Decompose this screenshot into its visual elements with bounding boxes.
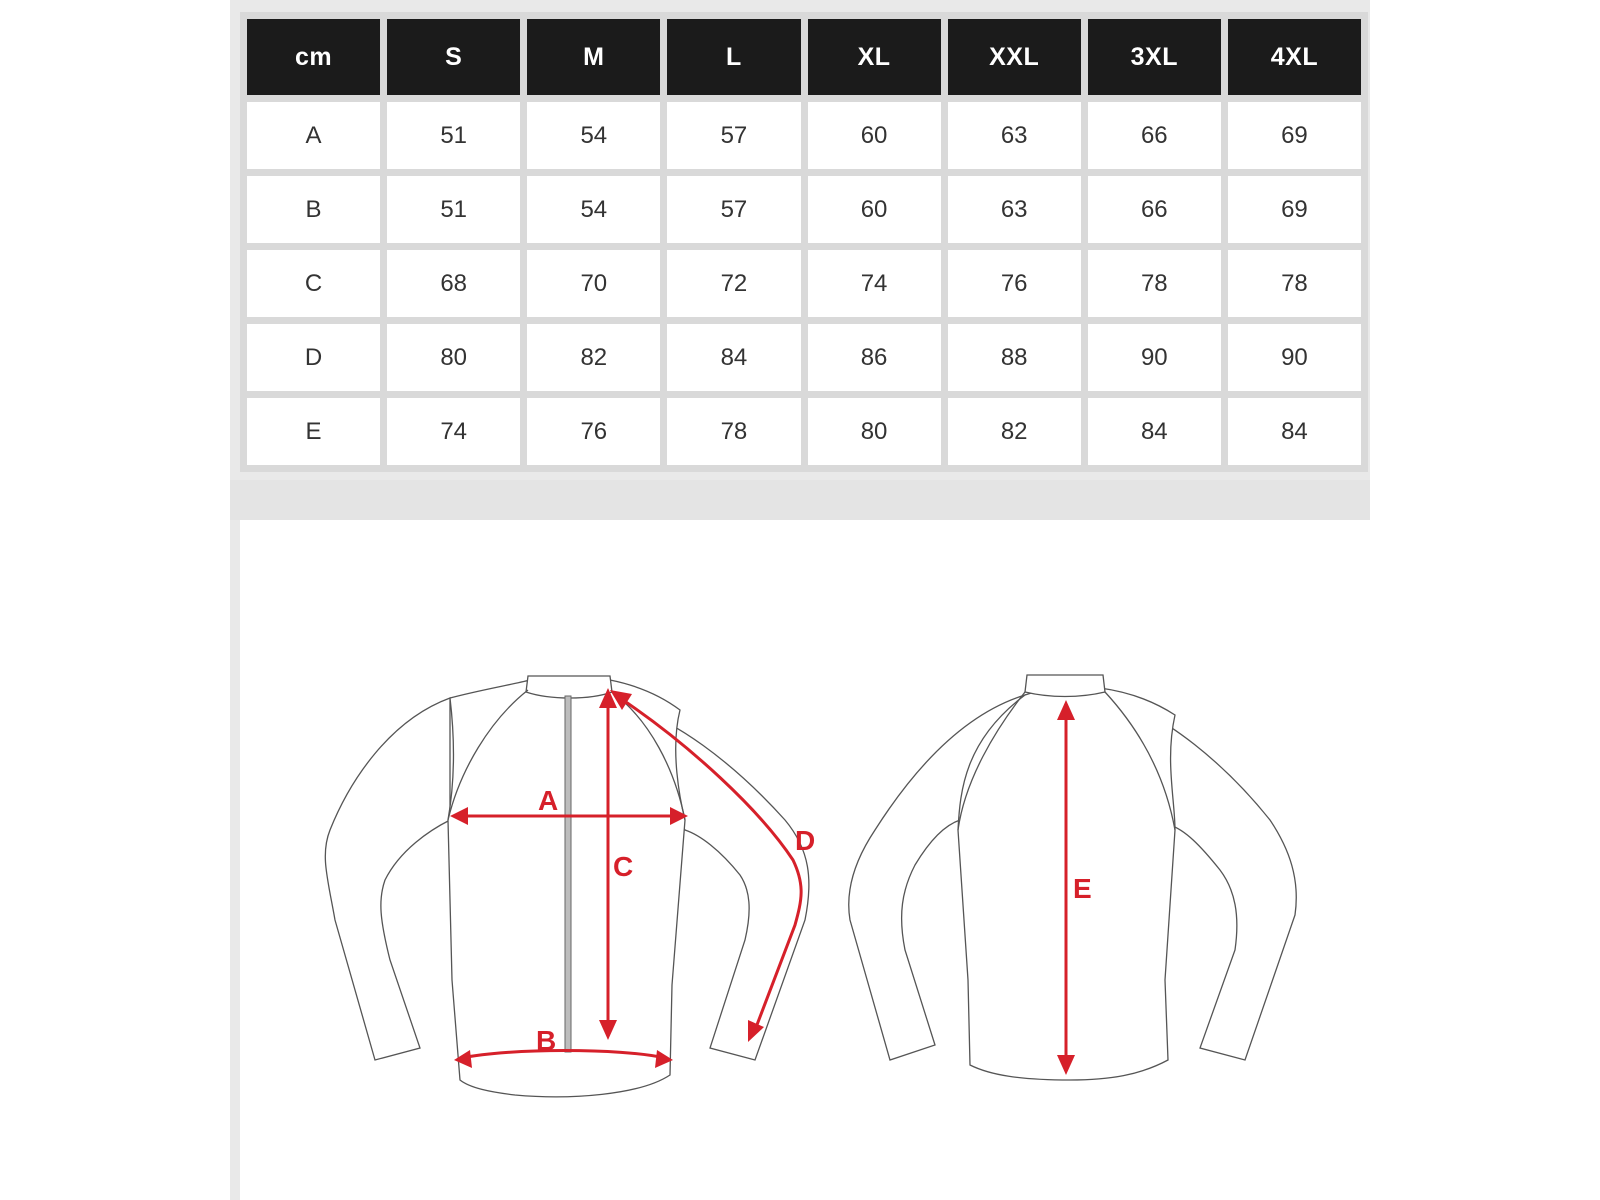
section-divider bbox=[230, 480, 1370, 520]
table-cell: 66 bbox=[1088, 176, 1221, 243]
table-cell: 90 bbox=[1228, 324, 1361, 391]
table-cell: 69 bbox=[1228, 102, 1361, 169]
table-row bbox=[247, 398, 1361, 465]
measurement-c-label: C bbox=[613, 851, 634, 882]
table-cell: 80 bbox=[808, 398, 941, 465]
table-cell: 78 bbox=[667, 398, 800, 465]
measurement-a-label: A bbox=[538, 785, 559, 816]
row-label: D bbox=[247, 324, 380, 391]
measurement-d-label: D bbox=[795, 825, 816, 856]
table-cell: 84 bbox=[1088, 398, 1221, 465]
table-cell: 68 bbox=[387, 250, 520, 317]
table-cell: 84 bbox=[667, 324, 800, 391]
jacket-measurement-diagram bbox=[240, 520, 1370, 1200]
table-cell: 72 bbox=[667, 250, 800, 317]
table-cell: 80 bbox=[387, 324, 520, 391]
table-cell: 90 bbox=[1088, 324, 1221, 391]
row-label: C bbox=[247, 250, 380, 317]
table-cell: 78 bbox=[1088, 250, 1221, 317]
table-cell: 54 bbox=[527, 102, 660, 169]
table-cell: 60 bbox=[808, 176, 941, 243]
jacket-front-view bbox=[325, 676, 809, 1097]
table-cell: 84 bbox=[1228, 398, 1361, 465]
measurement-diagram-panel bbox=[240, 520, 1370, 1200]
front-collar bbox=[526, 676, 612, 698]
header-size-3xl: 3XL bbox=[1088, 19, 1221, 95]
table-cell: 69 bbox=[1228, 176, 1361, 243]
table-cell: 82 bbox=[948, 398, 1081, 465]
table-cell: 70 bbox=[527, 250, 660, 317]
table-cell: 51 bbox=[387, 102, 520, 169]
table-cell: 57 bbox=[667, 176, 800, 243]
measurement-e-label: E bbox=[1073, 873, 1092, 904]
row-label: E bbox=[247, 398, 380, 465]
table-cell: 57 bbox=[667, 102, 800, 169]
table-cell: 76 bbox=[527, 398, 660, 465]
table-row bbox=[247, 250, 1361, 317]
table-row bbox=[247, 102, 1361, 169]
front-left-sleeve bbox=[325, 698, 450, 1060]
table-cell: 78 bbox=[1228, 250, 1361, 317]
header-size-s: S bbox=[387, 19, 520, 95]
table-cell: 63 bbox=[948, 176, 1081, 243]
front-zipper bbox=[565, 696, 571, 1052]
header-size-4xl: 4XL bbox=[1228, 19, 1361, 95]
table-cell: 76 bbox=[948, 250, 1081, 317]
header-size-m: M bbox=[527, 19, 660, 95]
header-unit: cm bbox=[247, 19, 380, 95]
header-size-xl: XL bbox=[808, 19, 941, 95]
table-cell: 88 bbox=[948, 324, 1081, 391]
header-size-xxl: XXL bbox=[948, 19, 1081, 95]
table-cell: 63 bbox=[948, 102, 1081, 169]
size-chart-table bbox=[240, 12, 1368, 472]
measurement-b-label: B bbox=[536, 1025, 557, 1056]
table-cell: 86 bbox=[808, 324, 941, 391]
table-cell: 74 bbox=[808, 250, 941, 317]
table-row bbox=[247, 324, 1361, 391]
table-cell: 82 bbox=[527, 324, 660, 391]
table-row bbox=[247, 176, 1361, 243]
table-header-row bbox=[247, 19, 1361, 95]
table-cell: 51 bbox=[387, 176, 520, 243]
table-cell: 60 bbox=[808, 102, 941, 169]
row-label: A bbox=[247, 102, 380, 169]
table-cell: 66 bbox=[1088, 102, 1221, 169]
header-size-l: L bbox=[667, 19, 800, 95]
table-cell: 54 bbox=[527, 176, 660, 243]
table-cell: 74 bbox=[387, 398, 520, 465]
row-label: B bbox=[247, 176, 380, 243]
back-collar bbox=[1025, 675, 1105, 697]
